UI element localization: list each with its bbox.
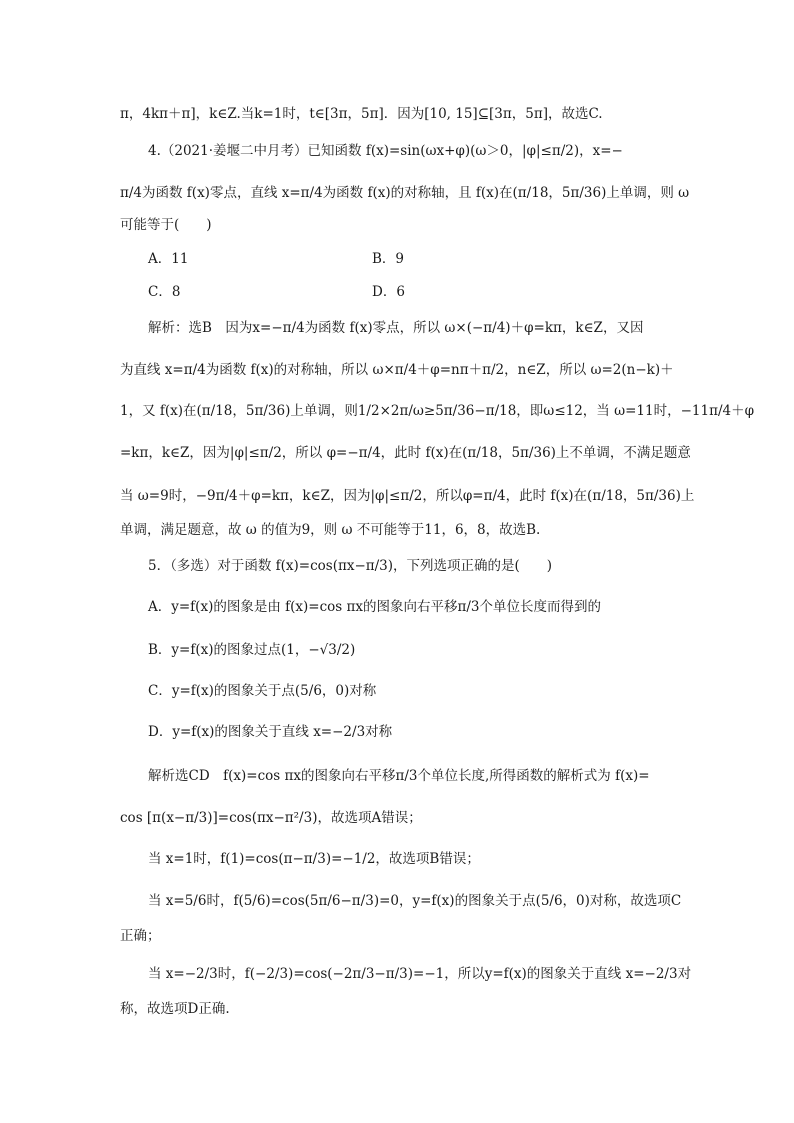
- option-d: D．y=f(x)的图象关于直线 x=−2/3对称: [148, 724, 393, 740]
- text-line: π，4kπ＋π]，k∈Z.当k=1时，t∈[3π，5π]．因为[10, 15]⊆[3π，5π]，故选C.: [120, 106, 603, 122]
- option-b: B．y=f(x)的图象过点(1，−√3/2): [148, 642, 356, 658]
- text-line: π/4为函数 f(x)零点，直线 x=π/4为函数 f(x)的对称轴，且 f(x)在(π/18，5π/36)上单调，则 ω: [120, 185, 690, 201]
- option-c: C．y=f(x)的图象关于点(5/6，0)对称: [148, 683, 377, 699]
- solution-line: 正确；: [120, 928, 161, 944]
- option-c: C．8: [148, 284, 181, 300]
- question-4-stem: 4.（2021·姜堰二中月考）已知函数 f(x)=sin(ωx+φ)(ω＞0，|φ|≤π/2)，x=−: [148, 143, 623, 159]
- solution-line: 1，又 f(x)在(π/18，5π/36)上单调，则1/2×2π/ω≥5π/36−π/18，即ω≤12，当 ω=11时，−11π/4＋φ: [120, 403, 755, 419]
- question-5-stem: 5．（多选）对于函数 f(x)=cos(πx−π/3)，下列选项正确的是( ): [148, 558, 553, 574]
- option-a: A．y=f(x)的图象是由 f(x)=cos πx的图象向右平移π/3个单位长度而得到的: [148, 599, 601, 615]
- solution-line: 单调，满足题意，故 ω 的值为9，则 ω 不可能等于11，6，8，故选B.: [120, 522, 541, 538]
- solution-line: 当 x=−2/3时，f(−2/3)=cos(−2π/3−π/3)=−1，所以y=f(x)的图象关于直线 x=−2/3对: [148, 966, 692, 982]
- solution-line: 解析：选B 因为x=−π/4为函数 f(x)零点，所以 ω×(−π/4)＋φ=kπ，k∈Z，又因: [148, 320, 644, 336]
- option-d: D．6: [372, 284, 405, 300]
- option-b: B．9: [372, 251, 405, 267]
- solution-line: =kπ，k∈Z，因为|φ|≤π/2，所以 φ=−π/4，此时 f(x)在(π/18，5π/36)上不单调，不满足题意: [120, 445, 691, 461]
- solution-line: 为直线 x=π/4为函数 f(x)的对称轴，所以 ω×π/4＋φ=nπ＋π/2，n∈Z，所以 ω=2(n−k)＋: [120, 362, 674, 378]
- option-a: A．11: [148, 251, 189, 267]
- solution-line: 当 ω=9时，−9π/4＋φ=kπ，k∈Z，因为|φ|≤π/2，所以φ=π/4，此时 f(x)在(π/18，5π/36)上: [120, 488, 695, 504]
- solution-line: 当 x=5/6时，f(5/6)=cos(5π/6−π/3)=0，y=f(x)的图象关于点(5/6，0)对称，故选项C: [148, 893, 682, 909]
- solution-line: cos [π(x−π/3)]=cos(πx−π²/3)，故选项A错误；: [120, 810, 422, 826]
- solution-line: 当 x=1时，f(1)=cos(π−π/3)=−1/2，故选项B错误；: [148, 851, 480, 867]
- solution-line: 称，故选项D正确.: [120, 1001, 230, 1017]
- text-line: 可能等于( ): [120, 217, 212, 233]
- solution-line: 解析选CD f(x)=cos πx的图象向右平移π/3个单位长度,所得函数的解析式为 f(x)=: [148, 768, 650, 784]
